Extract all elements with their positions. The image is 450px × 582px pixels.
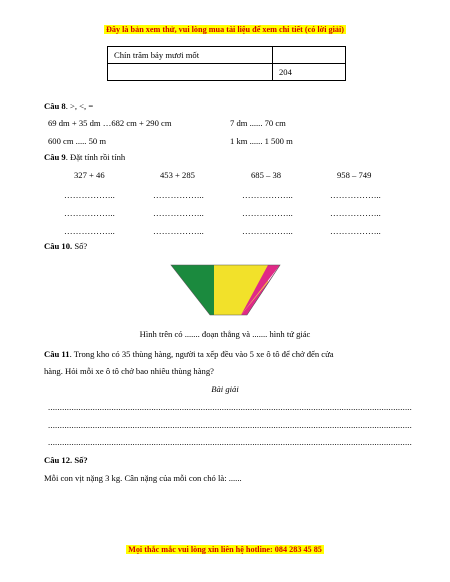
q9-blank: ……………...: [330, 190, 382, 200]
question-12-heading: Câu 12. Số?: [44, 455, 88, 465]
table-cell: Chín trăm bảy mươi mốt: [108, 47, 273, 64]
table-cell: 204: [273, 64, 346, 81]
quadrilateral-figure: [168, 262, 284, 318]
question-9-heading: [44, 152, 125, 162]
q9-blank: ……………...: [153, 226, 205, 236]
question-10-label: Câu 10.: [44, 241, 73, 251]
hotline-notice-banner: [0, 545, 450, 554]
q9-blank: ……………...: [64, 226, 116, 236]
question-9-label: Câu 9: [44, 152, 66, 162]
q9-blank: ……………...: [64, 190, 116, 200]
table-cell: [273, 47, 346, 64]
question-12-text: Mỗi con vịt nặng 3 kg. Cân nặng của mỗi con chó là: ......: [44, 473, 242, 483]
answer-line: ...........................................................................................................................................................: [48, 437, 413, 447]
q9-blank: ……………...: [242, 190, 294, 200]
q8-item: 1 km ...... 1 500 m: [230, 136, 293, 146]
hotline-notice-text: Mọi thắc mắc vui lòng xin liên hệ hotline: 084 283 45 85: [128, 545, 322, 554]
question-11-label: Câu 11: [44, 349, 70, 359]
question-8-label: Câu 8: [44, 101, 66, 111]
q9-blank: ……………...: [64, 208, 116, 218]
question-11-text-2: hàng. Hỏi mỗi xe ô tô chở bao nhiêu thùng hàng?: [44, 366, 214, 376]
green-triangle-shape: [171, 265, 214, 315]
preview-notice-banner: [0, 25, 450, 34]
question-10-caption: Hình trên có ....... đoạn thẳng và ....... hình tứ giác: [139, 329, 311, 339]
q9-blank: ……………...: [242, 208, 294, 218]
table-row: [108, 47, 346, 64]
question-10-heading: [44, 241, 87, 251]
q9-problem: 327 + 46: [74, 170, 105, 180]
question-11-line-1: [44, 349, 334, 359]
question-8-text: . >, <, =: [65, 101, 94, 111]
q9-problem: 453 + 285: [160, 170, 195, 180]
q9-problem: 958 – 749: [337, 170, 372, 180]
answer-line: ...........................................................................................................................................................: [48, 402, 413, 412]
number-table: [107, 46, 346, 81]
question-11-text-1: . Trong kho có 35 thùng hàng, người ta xếp đều vào 5 xe ô tô để chở đến cửa: [69, 349, 334, 359]
q9-blank: ……………...: [153, 190, 205, 200]
question-10-text: Số?: [74, 241, 88, 251]
q8-item: 69 dm + 35 dm …682 cm + 290 cm: [48, 118, 172, 128]
question-9-text: . Đặt tính rồi tính: [65, 152, 126, 162]
q9-problem: 685 – 38: [251, 170, 282, 180]
preview-notice-text: Đây là bản xem thử, vui lòng mua tài liệu để xem chi tiết (có lời giải): [105, 25, 344, 34]
q9-blank: ……………...: [242, 226, 294, 236]
q8-item: 600 cm ..... 50 m: [48, 136, 107, 146]
q9-blank: ……………...: [330, 208, 382, 218]
table-cell: [108, 64, 273, 81]
answer-line: ...........................................................................................................................................................: [48, 420, 413, 430]
solution-title: Bài giải: [211, 384, 239, 394]
q8-item: 7 dm ...... 70 cm: [230, 118, 286, 128]
q9-blank: ……………...: [153, 208, 205, 218]
q9-blank: ……………...: [330, 226, 382, 236]
question-8-heading: [44, 101, 93, 111]
table-row: [108, 64, 346, 81]
